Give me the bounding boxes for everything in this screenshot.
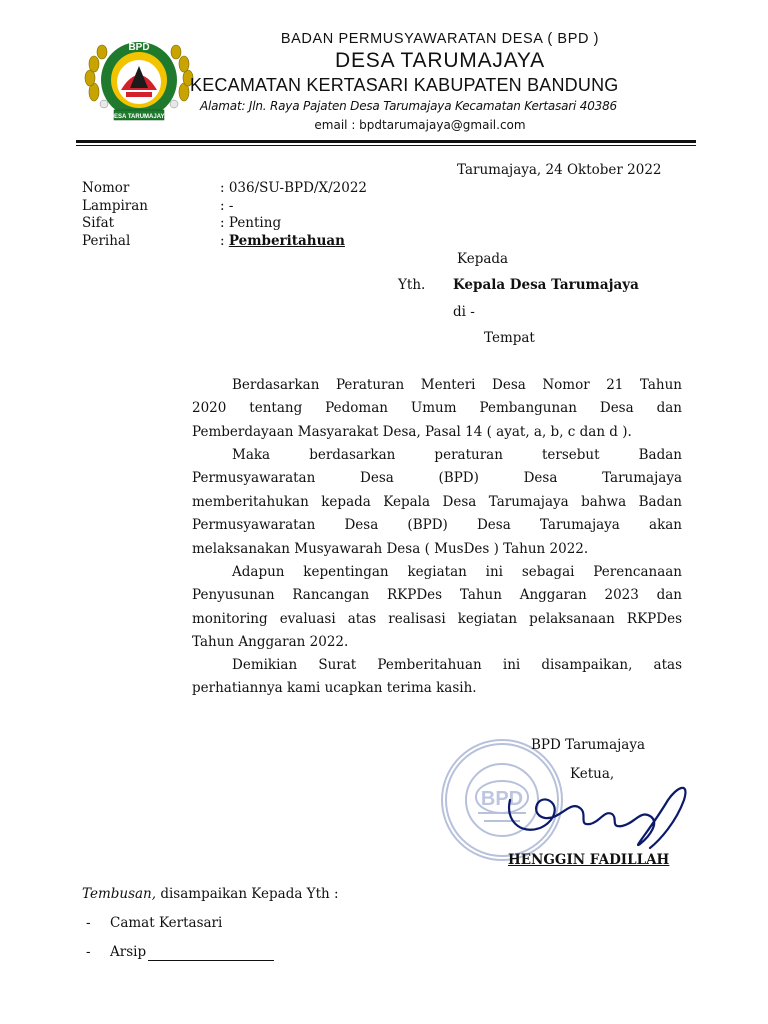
text-line: Tahun Anggaran 2022. <box>192 634 349 651</box>
bpd-logo <box>80 30 198 130</box>
text-line: Berdasarkan Peraturan Menteri Desa Nomor 21 Tahun <box>232 377 682 393</box>
org-name: BADAN PERMUSYAWARATAN DESA ( BPD ) <box>280 31 600 47</box>
text-line: memberitahukan kepada Kepala Desa Tarumajaya bahwa Badan <box>192 493 682 510</box>
cc-text: Arsip <box>110 944 147 960</box>
logo-banner-text: DESA TARUMAJAYA <box>109 114 169 120</box>
text-line: perhatiannya kami ucapkan terima kasih. <box>192 680 477 697</box>
cc-dash: - <box>86 915 91 931</box>
text-line: 2020 tentang Pedoman Umum Pembangunan Desa dan <box>192 400 682 417</box>
cc-intro-rest: disampaikan Kepada Yth : <box>156 886 339 902</box>
yth-label: Yth. <box>398 277 426 293</box>
logo-bpd-text: BPD <box>128 42 150 53</box>
signatory-name: HENGGIN FADILLAH <box>508 852 670 868</box>
address-line: Alamat: Jln. Raya Pajaten Desa Tarumajaya Kecamatan Kertasari 40386 <box>200 99 617 113</box>
blank-line <box>148 960 274 961</box>
header-rule-thick <box>76 140 696 143</box>
kepada-label: Kepada <box>457 251 509 267</box>
village-name: DESA TARUMAJAYA <box>335 49 545 72</box>
signature-role: Ketua, <box>570 766 615 782</box>
recipient-name: Kepala Desa Tarumajaya <box>453 277 639 293</box>
cc-item <box>86 915 223 931</box>
cc-item <box>86 944 147 960</box>
meta-value: : Penting <box>220 215 282 231</box>
meta-prefix: : <box>220 233 229 249</box>
cc-text: Camat Kertasari <box>110 915 223 931</box>
cc-dash: - <box>86 944 91 960</box>
email-line: email : bpdtarumajaya@gmail.com <box>314 118 526 132</box>
meta-value: : 036/SU-BPD/X/2022 <box>220 180 367 196</box>
text-line: Adapun kepentingan kegiatan ini sebagai Perencanaan <box>232 564 682 580</box>
text-line: Penyusunan Rancangan RKPDes Tahun Anggaran 2023 dan <box>192 587 682 604</box>
di-label: di - <box>453 304 475 320</box>
cc-intro-italic: Tembusan, <box>82 886 157 902</box>
text-line: melaksanakan Musyawarah Desa ( MusDes ) Tahun 2022. <box>192 540 589 557</box>
header-rule-thin <box>76 145 696 146</box>
meta-label: Sifat <box>82 215 115 231</box>
meta-label: Perihal <box>82 233 131 249</box>
paragraph-2 <box>192 444 682 561</box>
paragraph-4 <box>192 654 682 701</box>
meta-label: Nomor <box>82 180 130 196</box>
text-line: Demikian Surat Pemberitahuan ini disampaikan, atas <box>232 657 682 673</box>
tempat-label: Tempat <box>484 330 535 346</box>
signature-org: BPD Tarumajaya <box>531 737 646 753</box>
text-line: Pemberdayaan Masyarakat Desa, Pasal 14 ( ayat, a, b, c dan d ). <box>192 423 632 440</box>
text-line: monitoring evaluasi atas realisasi kegiatan pelaksanaan RKPDes <box>192 610 682 627</box>
text-line: Permusyawaratan Desa (BPD) Desa Tarumajaya akan <box>192 517 682 534</box>
paragraph-1 <box>192 374 682 444</box>
meta-label: Lampiran <box>82 198 148 214</box>
meta-value: Pemberitahuan <box>228 233 345 249</box>
handwritten-signature <box>500 770 700 860</box>
meta-value: : - <box>220 198 234 214</box>
district-name: KECAMATAN KERTASARI KABUPATEN BANDUNG <box>190 75 619 95</box>
cc-intro <box>82 886 339 902</box>
meta-value-wrap <box>220 233 345 249</box>
letter-date: Tarumajaya, 24 Oktober 2022 <box>457 162 662 178</box>
text-line: Maka berdasarkan peraturan tersebut Badan <box>232 447 682 463</box>
paragraph-3 <box>192 561 682 655</box>
svg-text:BPD: BPD <box>480 788 524 810</box>
text-line: Permusyawaratan Desa (BPD) Desa Tarumajaya <box>192 470 682 487</box>
